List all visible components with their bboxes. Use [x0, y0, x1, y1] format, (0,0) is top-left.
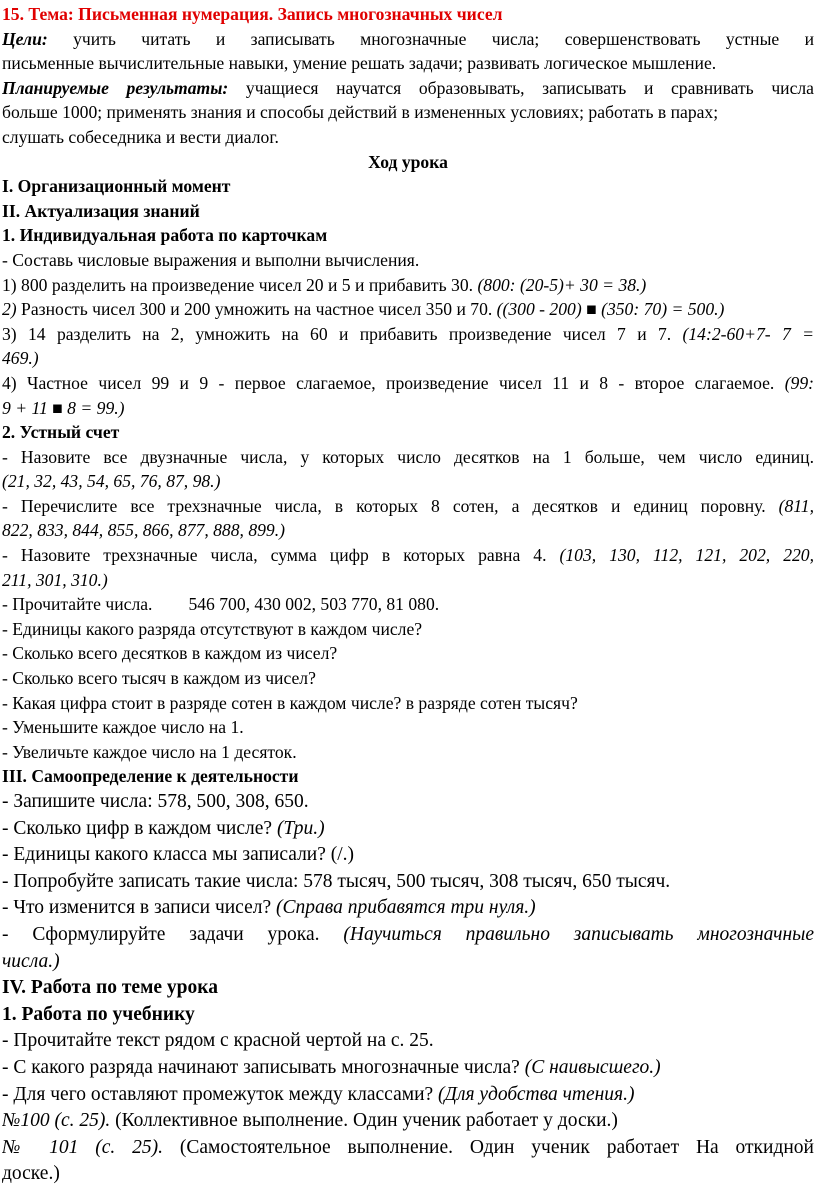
- stage-3-line-4: - Попробуйте записать такие числа: 578 тысяч, 500 тысяч, 308 тысяч, 650 тысяч.: [2, 870, 671, 892]
- stage-4-heading: IV. Работа по теме урока: [2, 977, 218, 999]
- task-2-read-numbers: [2, 592, 814, 617]
- task-2-line-5: - Уменьшите каждое число на 1.: [2, 717, 244, 738]
- stage-4-line-2: [2, 1055, 814, 1082]
- line-answer: (Для удобства чтения.): [438, 1083, 635, 1105]
- exercise-101-cont: доске.): [2, 1163, 60, 1185]
- line-answer: (Три.): [276, 817, 325, 839]
- read-label: - Прочитайте числа.: [2, 594, 153, 615]
- exercise-ref: № 101 (с. 25).: [2, 1136, 163, 1158]
- exercise-text: (Самостоятельное выполнение. Один ученик работает На откидной: [163, 1136, 814, 1158]
- goals-label: Цели:: [2, 28, 48, 49]
- task-2-line-4: - Какая цифра стоит в разряде сотен в каждом числе? в разряде сотен тысяч?: [2, 692, 578, 713]
- goals-line-1: [2, 27, 814, 52]
- task-2-question-3: [2, 543, 814, 568]
- stage-4-subheading: 1. Работа по учебнику: [2, 1003, 195, 1025]
- goals-line-2: письменные вычислительные навыки, умение решать задачи; развивать логическое мышление.: [2, 53, 717, 74]
- line-answer: (Справа прибавятся три нуля.): [276, 897, 536, 919]
- results-line-1: [2, 76, 814, 101]
- question-text: - Перечислите все трехзначные числа, в которых 8 сотен, а десятков и единиц поровну.: [2, 495, 779, 516]
- line-text: - Что изменится в записи чисел?: [2, 897, 276, 919]
- results-line-2: больше 1000; применять знания и способы действий в измененных условиях; работать в парах;: [2, 102, 719, 123]
- line-text: - С какого разряда начинают записывать многозначные числа?: [2, 1056, 525, 1078]
- task-2-answer-2-cont: 822, 833, 844, 855, 866, 877, 888, 899.): [2, 520, 285, 541]
- task-2-question-1: - Назовите все двузначные числа, у которых число десятков на 1 больше, чем число единиц.: [2, 446, 814, 467]
- task-2-answer-3-cont: 211, 301, 310.): [2, 569, 108, 590]
- task-2-heading: 2. Устный счет: [2, 422, 120, 443]
- question-answer: (800: (20-5)+ 30 = 38.): [477, 274, 647, 295]
- task-2-answer-1: (21, 32, 43, 54, 65, 76, 87, 98.): [2, 471, 221, 492]
- exercise-text: (Коллективное выполнение. Один ученик работает у доски.): [110, 1110, 618, 1132]
- stage-1-heading: I. Организационный момент: [2, 176, 231, 197]
- task-1-heading: 1. Индивидуальная работа по карточкам: [2, 225, 328, 246]
- question-answer: (14:2-60+7- 7 =: [682, 323, 814, 344]
- stage-3-line-2: [2, 816, 814, 843]
- exercise-ref: №100 (с. 25).: [2, 1110, 111, 1132]
- question-answer: (99:: [784, 372, 814, 393]
- read-numbers: 546 700, 430 002, 503 770, 81 080.: [188, 594, 440, 615]
- stage-3-line-1: - Запишите числа: 578, 500, 308, 650.: [2, 791, 309, 812]
- line-answer: (С наивысшего.): [524, 1056, 661, 1078]
- results-text-1: учащиеся научатся образовывать, записывать и сравнивать числа: [228, 77, 814, 98]
- stage-3-line-6: [2, 922, 814, 949]
- task-1-question-4-cont: 9 + 11 ■ 8 = 99.): [2, 397, 125, 418]
- lesson-title: 15. Тема: Письменная нумерация. Запись многозначных чисел: [2, 4, 503, 24]
- line-text: - Сколько цифр в каждом числе?: [2, 817, 277, 839]
- question-answer: (103, 130, 112, 121, 202, 220,: [559, 545, 814, 566]
- question-text: - Назовите трехзначные числа, сумма цифр в которых равна 4.: [2, 545, 560, 566]
- task-1-question-2: [2, 297, 814, 322]
- lesson-heading: Ход урока: [368, 151, 448, 172]
- task-2-line-2: - Сколько всего десятков в каждом из чисел?: [2, 643, 338, 664]
- task-2-line-6: - Увеличьте каждое число на 1 десяток.: [2, 741, 297, 762]
- task-1-question-3-cont: 469.): [2, 348, 39, 369]
- results-label: Планируемые результаты:: [2, 77, 229, 98]
- question-number: 2): [2, 299, 17, 320]
- task-2-line-1: - Единицы какого разряда отсутствуют в каждом числе?: [2, 618, 423, 639]
- task-1-question-4: [2, 371, 814, 396]
- line-answer: (Научиться правильно записывать многозначные: [343, 923, 814, 945]
- task-1-question-1: [2, 273, 814, 298]
- exercise-100: [2, 1108, 814, 1135]
- line-text: - Для чего оставляют промежуток между классами?: [2, 1083, 439, 1105]
- exercise-101: [2, 1135, 814, 1162]
- stage-3-line-3: - Единицы какого класса мы записали? (/.): [2, 844, 355, 866]
- stage-2-heading: II. Актуализация знаний: [2, 200, 200, 221]
- stage-4-line-1: - Прочитайте текст рядом с красной чертой на с. 25.: [2, 1030, 434, 1052]
- line-text: - Сформулируйте задачи урока.: [2, 923, 344, 945]
- stage-4-line-3: [2, 1082, 814, 1109]
- question-text: 1) 800 разделить на произведение чисел 20 и 5 и прибавить 30.: [2, 274, 478, 295]
- stage-3-heading: III. Самоопределение к деятельности: [2, 766, 299, 787]
- question-text: Разность чисел 300 и 200 умножить на частное чисел 350 и 70.: [16, 299, 497, 320]
- question-answer: (811,: [778, 495, 814, 516]
- task-2-line-3: - Сколько всего тысяч в каждом из чисел?: [2, 668, 316, 689]
- task-1-intro: - Составь числовые выражения и выполни вычисления.: [2, 249, 420, 270]
- question-text: 4) Частное чисел 99 и 9 - первое слагаемое, произведение чисел 11 и 8 - второе слагаемое.: [2, 372, 785, 393]
- results-line-3: слушать собеседника и вести диалог.: [2, 126, 279, 147]
- goals-text-1: учить читать и записывать многозначные числа; совершенствовать устные и: [47, 28, 814, 49]
- question-answer: ((300 - 200) ■ (350: 70) = 500.): [496, 299, 725, 320]
- stage-3-line-5: [2, 895, 814, 922]
- stage-3-line-6-cont: числа.): [2, 950, 60, 972]
- task-2-question-2: [2, 494, 814, 519]
- task-1-question-3: [2, 322, 814, 347]
- question-text: 3) 14 разделить на 2, умножить на 60 и прибавить произведение чисел 7 и 7.: [2, 323, 683, 344]
